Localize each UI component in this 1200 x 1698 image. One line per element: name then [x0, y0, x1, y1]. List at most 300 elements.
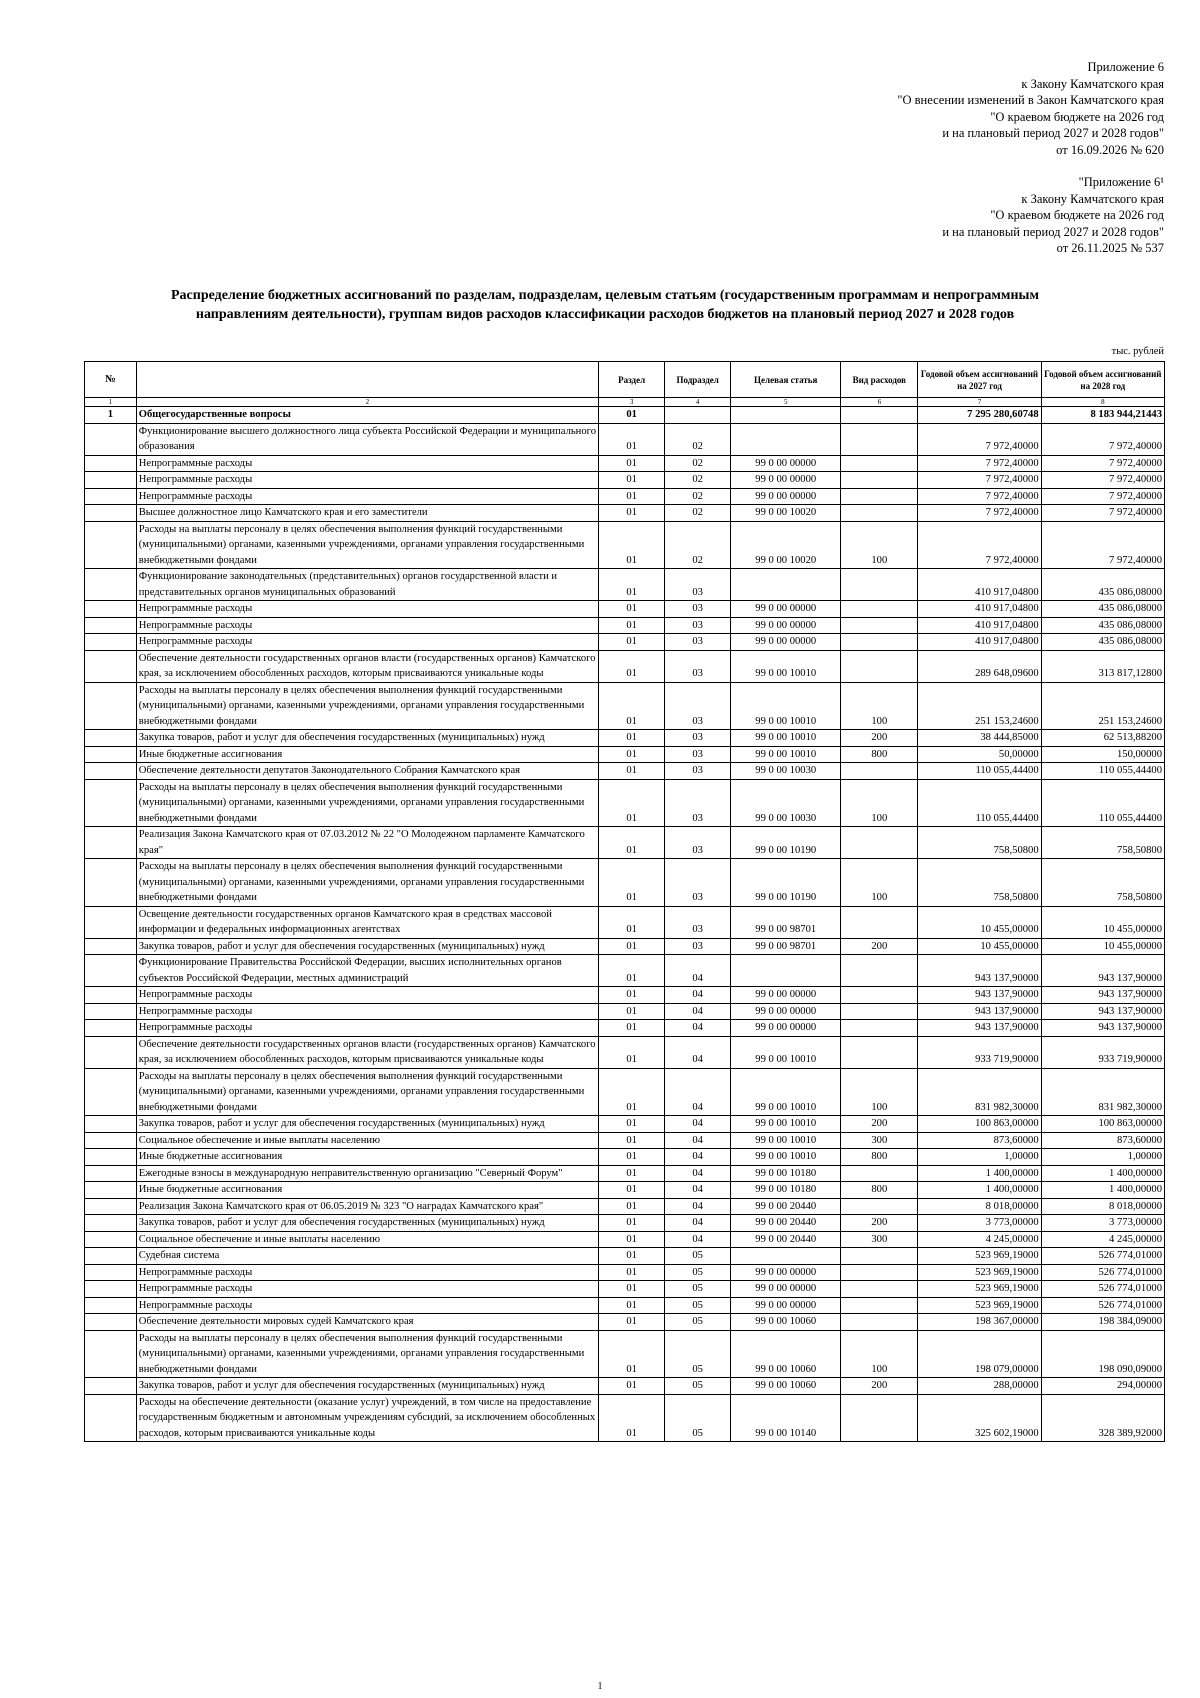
- cell-vid: [841, 601, 918, 618]
- cell-name: Расходы на выплаты персоналу в целях обеспечения выполнения функций государственными (муниципальными) органами, казенными учреждениями, органами управления государственными внебюджетными фондами: [136, 1068, 598, 1116]
- cell-target: 99 0 00 10010: [731, 682, 841, 730]
- cell-num: [85, 1132, 137, 1149]
- cell-vid: [841, 1394, 918, 1442]
- cell-target: 99 0 00 10010: [731, 746, 841, 763]
- cell-y2027: 410 917,04800: [918, 634, 1041, 651]
- cell-y2027: 943 137,90000: [918, 1003, 1041, 1020]
- cell-vid: 200: [841, 730, 918, 747]
- cell-y2028: 435 086,08000: [1041, 569, 1164, 601]
- table-row: [85, 1198, 1165, 1215]
- table-row: [85, 1165, 1165, 1182]
- cell-vid: [841, 1198, 918, 1215]
- cell-name: Непрограммные расходы: [136, 1264, 598, 1281]
- cell-razdel: 01: [599, 472, 665, 489]
- cell-name: Непрограммные расходы: [136, 1297, 598, 1314]
- table-row: [85, 407, 1165, 424]
- table-row: [85, 779, 1165, 827]
- cell-name: Непрограммные расходы: [136, 987, 598, 1004]
- cell-target: 99 0 00 10030: [731, 779, 841, 827]
- cell-y2028: 758,50800: [1041, 827, 1164, 859]
- cell-y2027: 873,60000: [918, 1132, 1041, 1149]
- cell-num: [85, 1314, 137, 1331]
- cell-vid: 200: [841, 1215, 918, 1232]
- cell-target: [731, 1248, 841, 1265]
- cell-podrazdel: 03: [665, 601, 731, 618]
- column-number: 8: [1041, 398, 1164, 407]
- table-row: [85, 423, 1165, 455]
- previous-appendix-header: [942, 174, 1164, 257]
- cell-podrazdel: 03: [665, 569, 731, 601]
- cell-num: [85, 746, 137, 763]
- cell-podrazdel: 04: [665, 1003, 731, 1020]
- appendix-header-line: "О краевом бюджете на 2026 год: [990, 109, 1164, 124]
- cell-vid: [841, 423, 918, 455]
- table-row: [85, 938, 1165, 955]
- cell-num: [85, 488, 137, 505]
- table-row: [85, 1394, 1165, 1442]
- cell-name: Обеспечение деятельности мировых судей Камчатского края: [136, 1314, 598, 1331]
- cell-razdel: 01: [599, 617, 665, 634]
- cell-num: [85, 617, 137, 634]
- cell-y2027: 4 245,00000: [918, 1231, 1041, 1248]
- cell-vid: [841, 488, 918, 505]
- previous-appendix-header-line: и на плановый период 2027 и 2028 годов": [942, 224, 1164, 239]
- cell-podrazdel: 03: [665, 746, 731, 763]
- cell-vid: [841, 955, 918, 987]
- cell-vid: [841, 827, 918, 859]
- cell-y2027: 410 917,04800: [918, 617, 1041, 634]
- cell-y2028: 313 817,12800: [1041, 650, 1164, 682]
- cell-target: 99 0 00 10010: [731, 650, 841, 682]
- cell-target: 99 0 00 00000: [731, 472, 841, 489]
- cell-podrazdel: 03: [665, 779, 731, 827]
- cell-vid: 100: [841, 682, 918, 730]
- cell-name: Непрограммные расходы: [136, 1020, 598, 1037]
- appendix-header: [897, 59, 1164, 159]
- table-row: [85, 906, 1165, 938]
- cell-podrazdel: 03: [665, 938, 731, 955]
- table-row: [85, 569, 1165, 601]
- cell-num: [85, 955, 137, 987]
- cell-podrazdel: 04: [665, 987, 731, 1004]
- col-header-2027: Годовой объем ассигнований на 2027 год: [918, 362, 1041, 398]
- cell-razdel: 01: [599, 987, 665, 1004]
- cell-y2028: 758,50800: [1041, 859, 1164, 907]
- cell-num: [85, 650, 137, 682]
- cell-y2028: 7 972,40000: [1041, 472, 1164, 489]
- table-row: [85, 1215, 1165, 1232]
- appendix-header-line: от 16.09.2026 № 620: [1056, 142, 1164, 157]
- cell-y2028: 3 773,00000: [1041, 1215, 1164, 1232]
- table-row: [85, 1231, 1165, 1248]
- cell-y2028: 1 400,00000: [1041, 1165, 1164, 1182]
- cell-name: Функционирование высшего должностного лица субъекта Российской Федерации и муниципального образования: [136, 423, 598, 455]
- cell-vid: 100: [841, 1068, 918, 1116]
- cell-razdel: 01: [599, 859, 665, 907]
- cell-podrazdel: 05: [665, 1378, 731, 1395]
- cell-podrazdel: 04: [665, 1182, 731, 1199]
- table-row: [85, 859, 1165, 907]
- cell-razdel: 01: [599, 407, 665, 424]
- cell-y2028: 933 719,90000: [1041, 1036, 1164, 1068]
- cell-podrazdel: 03: [665, 827, 731, 859]
- cell-y2027: 289 648,09600: [918, 650, 1041, 682]
- cell-name: Социальное обеспечение и иные выплаты населению: [136, 1132, 598, 1149]
- cell-name: Расходы на обеспечение деятельности (оказание услуг) учреждений, в том числе на предоставление государственным бюджетным и автономным учреждениям субсидий, за исключением обособленных расходов, которым присваиваются уникальные коды: [136, 1394, 598, 1442]
- appendix-header-line: Приложение 6: [1087, 60, 1164, 74]
- table-row: [85, 1020, 1165, 1037]
- cell-name: Общегосударственные вопросы: [136, 407, 598, 424]
- cell-target: 99 0 00 00000: [731, 1297, 841, 1314]
- cell-num: [85, 1003, 137, 1020]
- table-row: [85, 472, 1165, 489]
- cell-y2027: 198 079,00000: [918, 1330, 1041, 1378]
- cell-y2027: 943 137,90000: [918, 1020, 1041, 1037]
- cell-num: [85, 827, 137, 859]
- col-header-vid: Вид расходов: [841, 362, 918, 398]
- cell-vid: 800: [841, 1149, 918, 1166]
- previous-appendix-header-line: "Приложение 6¹: [1078, 175, 1164, 189]
- column-number: 7: [918, 398, 1041, 407]
- cell-num: [85, 1020, 137, 1037]
- cell-vid: [841, 1248, 918, 1265]
- cell-y2028: 943 137,90000: [1041, 987, 1164, 1004]
- table-row: [85, 1330, 1165, 1378]
- cell-razdel: 01: [599, 1394, 665, 1442]
- cell-num: [85, 779, 137, 827]
- cell-num: [85, 987, 137, 1004]
- cell-name: Расходы на выплаты персоналу в целях обеспечения выполнения функций государственными (муниципальными) органами, казенными учреждениями, органами управления государственными внебюджетными фондами: [136, 859, 598, 907]
- table-row: [85, 827, 1165, 859]
- cell-razdel: 01: [599, 1165, 665, 1182]
- cell-vid: [841, 617, 918, 634]
- table-row: [85, 1149, 1165, 1166]
- cell-target: [731, 569, 841, 601]
- cell-name: Закупка товаров, работ и услуг для обеспечения государственных (муниципальных) нужд: [136, 938, 598, 955]
- cell-num: [85, 1036, 137, 1068]
- cell-y2028: 7 972,40000: [1041, 423, 1164, 455]
- cell-y2027: 3 773,00000: [918, 1215, 1041, 1232]
- table-row: [85, 1281, 1165, 1298]
- table-row: [85, 488, 1165, 505]
- cell-y2028: 8 183 944,21443: [1041, 407, 1164, 424]
- cell-y2028: 943 137,90000: [1041, 1003, 1164, 1020]
- cell-razdel: 01: [599, 634, 665, 651]
- cell-num: [85, 906, 137, 938]
- cell-target: 99 0 00 10060: [731, 1330, 841, 1378]
- cell-target: 99 0 00 10190: [731, 827, 841, 859]
- cell-name: Непрограммные расходы: [136, 617, 598, 634]
- cell-name: Непрограммные расходы: [136, 455, 598, 472]
- cell-name: Обеспечение деятельности государственных органов власти (государственных органов) Камчатского края, за исключением обособленных расходов, которым присваиваются уникальные коды: [136, 650, 598, 682]
- column-number: 2: [136, 398, 598, 407]
- cell-name: Обеспечение деятельности депутатов Законодательного Собрания Камчатского края: [136, 763, 598, 780]
- cell-num: [85, 1281, 137, 1298]
- cell-name: Непрограммные расходы: [136, 472, 598, 489]
- table-row: [85, 455, 1165, 472]
- cell-podrazdel: 02: [665, 488, 731, 505]
- cell-name: Закупка товаров, работ и услуг для обеспечения государственных (муниципальных) нужд: [136, 1378, 598, 1395]
- cell-razdel: 01: [599, 488, 665, 505]
- cell-target: 99 0 00 20440: [731, 1231, 841, 1248]
- cell-num: 1: [85, 407, 137, 424]
- cell-name: Расходы на выплаты персоналу в целях обеспечения выполнения функций государственными (муниципальными) органами, казенными учреждениями, органами управления государственными внебюджетными фондами: [136, 521, 598, 569]
- cell-vid: [841, 505, 918, 522]
- table-row: [85, 1264, 1165, 1281]
- table-row: [85, 955, 1165, 987]
- cell-razdel: 01: [599, 1132, 665, 1149]
- cell-target: 99 0 00 10060: [731, 1378, 841, 1395]
- col-header-razdel: Раздел: [599, 362, 665, 398]
- cell-num: [85, 1182, 137, 1199]
- cell-y2027: 50,00000: [918, 746, 1041, 763]
- cell-name: Закупка товаров, работ и услуг для обеспечения государственных (муниципальных) нужд: [136, 1215, 598, 1232]
- cell-y2028: 328 389,92000: [1041, 1394, 1164, 1442]
- cell-vid: [841, 763, 918, 780]
- cell-y2027: 523 969,19000: [918, 1264, 1041, 1281]
- cell-vid: [841, 1036, 918, 1068]
- cell-razdel: 01: [599, 746, 665, 763]
- cell-vid: 800: [841, 746, 918, 763]
- cell-y2028: 7 972,40000: [1041, 488, 1164, 505]
- col-header-num: №: [85, 362, 137, 398]
- cell-num: [85, 938, 137, 955]
- table-header-row: [85, 362, 1165, 398]
- cell-name: Иные бюджетные ассигнования: [136, 1149, 598, 1166]
- cell-razdel: 01: [599, 955, 665, 987]
- cell-razdel: 01: [599, 650, 665, 682]
- cell-razdel: 01: [599, 455, 665, 472]
- table-row: [85, 1182, 1165, 1199]
- cell-y2027: 7 972,40000: [918, 505, 1041, 522]
- cell-y2027: 523 969,19000: [918, 1297, 1041, 1314]
- cell-podrazdel: 05: [665, 1297, 731, 1314]
- cell-razdel: 01: [599, 682, 665, 730]
- cell-razdel: 01: [599, 1003, 665, 1020]
- cell-y2027: 410 917,04800: [918, 601, 1041, 618]
- cell-y2028: 10 455,00000: [1041, 906, 1164, 938]
- cell-y2028: 62 513,88200: [1041, 730, 1164, 747]
- cell-podrazdel: 04: [665, 1215, 731, 1232]
- table-row: [85, 987, 1165, 1004]
- cell-name: Освещение деятельности государственных органов Камчатского края в средствах массовой информации и федеральных информационных агентствах: [136, 906, 598, 938]
- cell-target: 99 0 00 00000: [731, 1264, 841, 1281]
- previous-appendix-header-line: к Закону Камчатского края: [1021, 191, 1164, 206]
- cell-razdel: 01: [599, 1248, 665, 1265]
- table-row: [85, 763, 1165, 780]
- cell-y2028: 7 972,40000: [1041, 521, 1164, 569]
- cell-name: Функционирование Правительства Российской Федерации, высших исполнительных органов субъектов Российской Федерации, местных администраций: [136, 955, 598, 987]
- table-row: [85, 1248, 1165, 1265]
- cell-num: [85, 1068, 137, 1116]
- cell-y2027: 100 863,00000: [918, 1116, 1041, 1133]
- cell-razdel: 01: [599, 938, 665, 955]
- cell-razdel: 01: [599, 1116, 665, 1133]
- cell-razdel: 01: [599, 1149, 665, 1166]
- cell-vid: [841, 569, 918, 601]
- cell-target: [731, 423, 841, 455]
- cell-vid: 300: [841, 1231, 918, 1248]
- cell-y2028: 435 086,08000: [1041, 601, 1164, 618]
- cell-y2028: 1,00000: [1041, 1149, 1164, 1166]
- cell-podrazdel: 04: [665, 955, 731, 987]
- cell-num: [85, 730, 137, 747]
- cell-vid: [841, 906, 918, 938]
- cell-target: 99 0 00 10010: [731, 1068, 841, 1116]
- previous-appendix-header-line: "О краевом бюджете на 2026 год: [990, 208, 1164, 223]
- cell-y2028: 110 055,44400: [1041, 779, 1164, 827]
- cell-y2027: 10 455,00000: [918, 938, 1041, 955]
- cell-y2028: 943 137,90000: [1041, 1020, 1164, 1037]
- cell-y2028: 198 090,09000: [1041, 1330, 1164, 1378]
- cell-y2027: 198 367,00000: [918, 1314, 1041, 1331]
- cell-podrazdel: 03: [665, 650, 731, 682]
- table-row: [85, 746, 1165, 763]
- cell-razdel: 01: [599, 779, 665, 827]
- cell-target: 99 0 00 10140: [731, 1394, 841, 1442]
- cell-razdel: 01: [599, 1020, 665, 1037]
- cell-podrazdel: 05: [665, 1314, 731, 1331]
- table-row: [85, 634, 1165, 651]
- cell-vid: [841, 1165, 918, 1182]
- cell-vid: 200: [841, 1116, 918, 1133]
- table-row: [85, 682, 1165, 730]
- cell-podrazdel: 05: [665, 1281, 731, 1298]
- table-row: [85, 650, 1165, 682]
- cell-y2028: 10 455,00000: [1041, 938, 1164, 955]
- cell-podrazdel: 05: [665, 1394, 731, 1442]
- cell-y2028: 4 245,00000: [1041, 1231, 1164, 1248]
- table-row: [85, 1003, 1165, 1020]
- col-header-target: Целевая статья: [731, 362, 841, 398]
- units-label: тыс. рублей: [1111, 346, 1164, 357]
- cell-y2027: 10 455,00000: [918, 906, 1041, 938]
- cell-target: 99 0 00 10030: [731, 763, 841, 780]
- cell-target: [731, 407, 841, 424]
- cell-podrazdel: 05: [665, 1248, 731, 1265]
- cell-vid: [841, 1297, 918, 1314]
- cell-name: Непрограммные расходы: [136, 634, 598, 651]
- cell-target: 99 0 00 20440: [731, 1215, 841, 1232]
- cell-y2027: 410 917,04800: [918, 569, 1041, 601]
- table-row: [85, 1378, 1165, 1395]
- cell-target: 99 0 00 10010: [731, 730, 841, 747]
- cell-podrazdel: 03: [665, 730, 731, 747]
- cell-y2027: 7 972,40000: [918, 455, 1041, 472]
- cell-vid: 100: [841, 779, 918, 827]
- cell-podrazdel: 04: [665, 1149, 731, 1166]
- cell-target: 99 0 00 10020: [731, 505, 841, 522]
- table-row: [85, 1297, 1165, 1314]
- cell-vid: 200: [841, 938, 918, 955]
- table-row: [85, 505, 1165, 522]
- column-number-row: [85, 398, 1165, 407]
- cell-name: Непрограммные расходы: [136, 488, 598, 505]
- cell-num: [85, 601, 137, 618]
- cell-razdel: 01: [599, 569, 665, 601]
- cell-y2027: 933 719,90000: [918, 1036, 1041, 1068]
- table-row: [85, 1116, 1165, 1133]
- cell-razdel: 01: [599, 1198, 665, 1215]
- cell-podrazdel: 02: [665, 521, 731, 569]
- cell-name: Расходы на выплаты персоналу в целях обеспечения выполнения функций государственными (муниципальными) органами, казенными учреждениями, органами управления государственными внебюджетными фондами: [136, 1330, 598, 1378]
- cell-y2028: 943 137,90000: [1041, 955, 1164, 987]
- cell-num: [85, 1330, 137, 1378]
- cell-y2028: 526 774,01000: [1041, 1264, 1164, 1281]
- cell-y2028: 1 400,00000: [1041, 1182, 1164, 1199]
- table-body: [85, 407, 1165, 1442]
- cell-razdel: 01: [599, 1068, 665, 1116]
- cell-y2027: 8 018,00000: [918, 1198, 1041, 1215]
- cell-podrazdel: 03: [665, 617, 731, 634]
- cell-y2027: 7 295 280,60748: [918, 407, 1041, 424]
- cell-target: 99 0 00 10010: [731, 1036, 841, 1068]
- cell-name: Судебная система: [136, 1248, 598, 1265]
- cell-vid: 100: [841, 859, 918, 907]
- page-number: 1: [597, 1681, 603, 1692]
- cell-num: [85, 1165, 137, 1182]
- cell-razdel: 01: [599, 1330, 665, 1378]
- cell-vid: [841, 455, 918, 472]
- cell-vid: [841, 1314, 918, 1331]
- cell-y2027: 288,00000: [918, 1378, 1041, 1395]
- appendix-header-line: и на плановый период 2027 и 2028 годов": [942, 126, 1164, 141]
- cell-num: [85, 634, 137, 651]
- cell-vid: [841, 1020, 918, 1037]
- cell-vid: 100: [841, 1330, 918, 1378]
- table-row: [85, 1068, 1165, 1116]
- table-row: [85, 1132, 1165, 1149]
- cell-y2028: 110 055,44400: [1041, 763, 1164, 780]
- cell-razdel: 01: [599, 601, 665, 618]
- column-number: 6: [841, 398, 918, 407]
- cell-y2027: 943 137,90000: [918, 987, 1041, 1004]
- cell-num: [85, 1231, 137, 1248]
- table-row: [85, 1314, 1165, 1331]
- cell-y2028: 150,00000: [1041, 746, 1164, 763]
- cell-num: [85, 423, 137, 455]
- cell-podrazdel: 02: [665, 455, 731, 472]
- cell-vid: [841, 987, 918, 1004]
- cell-name: Расходы на выплаты персоналу в целях обеспечения выполнения функций государственными (муниципальными) органами, казенными учреждениями, органами управления государственными внебюджетными фондами: [136, 779, 598, 827]
- cell-y2027: 7 972,40000: [918, 472, 1041, 489]
- cell-target: 99 0 00 10190: [731, 859, 841, 907]
- cell-num: [85, 1378, 137, 1395]
- cell-razdel: 01: [599, 1264, 665, 1281]
- cell-podrazdel: 04: [665, 1132, 731, 1149]
- cell-podrazdel: 03: [665, 763, 731, 780]
- table-row: [85, 617, 1165, 634]
- appendix-header-line: к Закону Камчатского края: [1021, 76, 1164, 91]
- cell-razdel: 01: [599, 1231, 665, 1248]
- cell-y2027: 110 055,44400: [918, 779, 1041, 827]
- document-title-line: направлениям деятельности), группам видов расходов классификации расходов бюджетов на плановый период 2027 и 2028 годов: [195, 307, 1015, 322]
- cell-target: 99 0 00 00000: [731, 488, 841, 505]
- cell-target: 99 0 00 98701: [731, 938, 841, 955]
- cell-y2028: 435 086,08000: [1041, 634, 1164, 651]
- cell-target: 99 0 00 00000: [731, 1003, 841, 1020]
- cell-razdel: 01: [599, 730, 665, 747]
- cell-podrazdel: 05: [665, 1264, 731, 1281]
- cell-podrazdel: 02: [665, 423, 731, 455]
- cell-podrazdel: 03: [665, 906, 731, 938]
- cell-target: 99 0 00 10010: [731, 1132, 841, 1149]
- cell-razdel: 01: [599, 1314, 665, 1331]
- cell-num: [85, 1394, 137, 1442]
- cell-vid: 200: [841, 1378, 918, 1395]
- cell-y2027: 7 972,40000: [918, 423, 1041, 455]
- cell-name: Обеспечение деятельности государственных органов власти (государственных органов) Камчатского края, за исключением обособленных расходов, которым присваиваются уникальные коды: [136, 1036, 598, 1068]
